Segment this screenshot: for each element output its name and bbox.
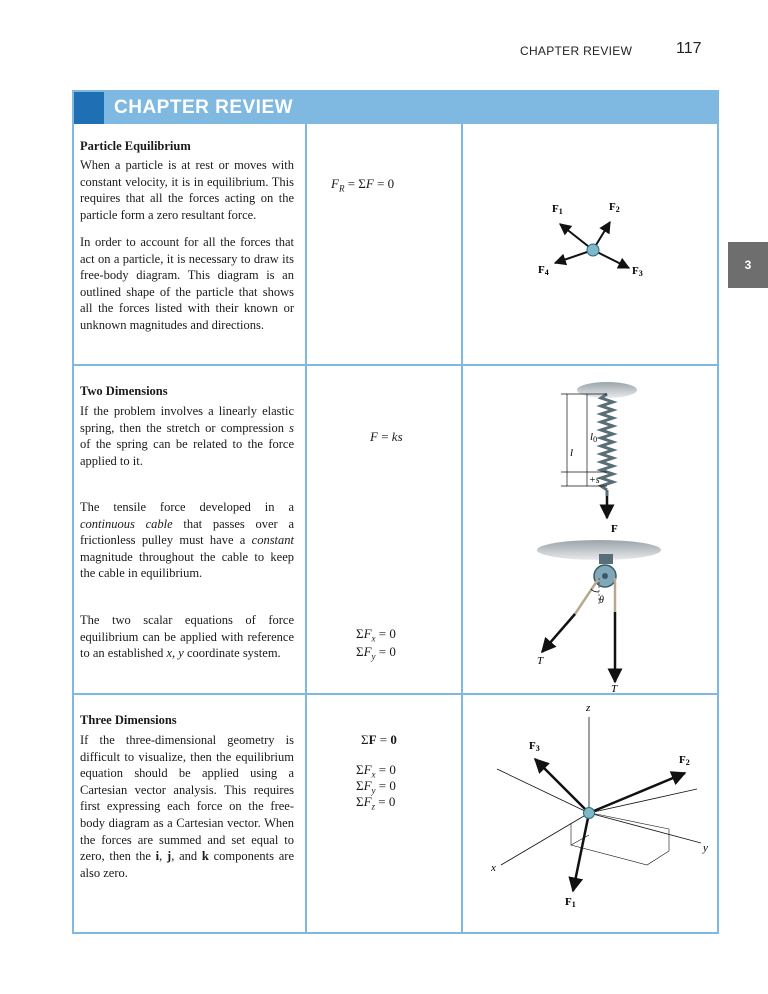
- label-l0: l0: [590, 431, 598, 444]
- section-title-two-dimensions: Two Dimensions: [80, 384, 168, 398]
- page-number: 117: [676, 40, 702, 57]
- label-3d-f3: F3: [529, 740, 540, 753]
- sum-fy-equation: $\Sigma F_y = 0$: [356, 644, 396, 662]
- cable-inclined: [575, 578, 599, 614]
- sum-fx-equation: $\Sigma F_x = 0$: [356, 626, 396, 644]
- label-f4: F4: [538, 264, 549, 277]
- label-3d-f2: F2: [679, 754, 690, 767]
- label-f1: F1: [552, 203, 563, 216]
- cable-paragraph: The tensile force developed in a continuous cable that passes over a frictionless pulley must have a constant magnitude throughout the cable to keep the cable in equilibrium.: [80, 500, 294, 581]
- particle-paragraph-2: In order to account for all the forces that act on a particle, it is necessary to draw its free-body diagram. This diagram is an outlined shape of the particle that shows all the forces listed with their known or unknown magnitudes and directions.: [80, 235, 294, 332]
- three-d-force-diagram: [463, 695, 717, 935]
- particle-3d: [584, 808, 595, 819]
- label-f3: F3: [632, 265, 643, 278]
- label-l: l: [570, 447, 574, 459]
- chapter-tab: 3: [728, 242, 768, 288]
- particle-force-diagram: [463, 176, 717, 366]
- label-t-inclined: T: [537, 655, 544, 667]
- force-vector-3d-f2: [589, 773, 685, 813]
- spring-paragraph: If the problem involves a linearly elastic spring, then the stretch or compression s of the spring can be related to the force applied to it.: [80, 404, 294, 468]
- label-theta: θ: [599, 595, 604, 606]
- label-x: x: [491, 862, 496, 874]
- vector-sum-equation: ΣF = 0: [361, 732, 397, 747]
- label-f: F: [611, 523, 618, 535]
- spring-equation: F = ks: [370, 429, 403, 444]
- particle: [587, 244, 599, 256]
- scalar-equations-paragraph: The two scalar equations of force equilibrium can be applied with reference to an established x, y coordinate system.: [80, 613, 294, 661]
- banner-title: CHAPTER REVIEW: [114, 97, 294, 118]
- label-f2: F2: [609, 201, 620, 214]
- label-y: y: [703, 842, 708, 854]
- sum-fx-3d-equation: $\Sigma F_x = 0$: [356, 762, 396, 780]
- particle-paragraph-1: When a particle is at rest or moves with constant velocity, it is in equilibrium. This requires that all the forces acting on the particle form a zero resultant force.: [80, 158, 294, 222]
- sum-fy-3d-equation: $\Sigma F_y = 0$: [356, 778, 396, 796]
- chapter-review-banner: [74, 92, 717, 124]
- spring-and-pulley-figure: [463, 366, 717, 692]
- y-axis: [589, 813, 701, 843]
- spring: [601, 394, 613, 490]
- label-s: +s: [589, 475, 600, 486]
- three-d-paragraph: If the three-dimensional geometry is difficult to visualize, then the equilibrium equation should be applied using a Cartesian vector analysis. This requires first expressing each force on the free-body diagram as a Cartesian vector. When the forces are summed and set equal to zero, then the i, j, and k components are also zero.: [80, 733, 294, 880]
- resultant-force-equation: $F_R = \Sigma F = 0$: [331, 176, 395, 194]
- column-divider: [305, 124, 307, 932]
- review-table: [72, 90, 719, 934]
- label-3d-f1: F1: [565, 896, 576, 909]
- x-axis: [501, 813, 589, 865]
- running-header: CHAPTER REVIEW: [520, 44, 633, 58]
- sum-fz-3d-equation: $\Sigma F_z = 0$: [356, 794, 396, 812]
- banner-accent-block: [74, 92, 104, 124]
- label-z: z: [586, 702, 591, 714]
- tension-vector-inclined: [542, 614, 575, 652]
- section-title-three-dimensions: Three Dimensions: [80, 713, 177, 727]
- force-vector-3d-f3: [535, 759, 589, 813]
- section-title-particle-equilibrium: Particle Equilibrium: [80, 139, 191, 153]
- label-t-vertical: T: [611, 683, 618, 692]
- force-vector-3d-f1: [573, 813, 589, 891]
